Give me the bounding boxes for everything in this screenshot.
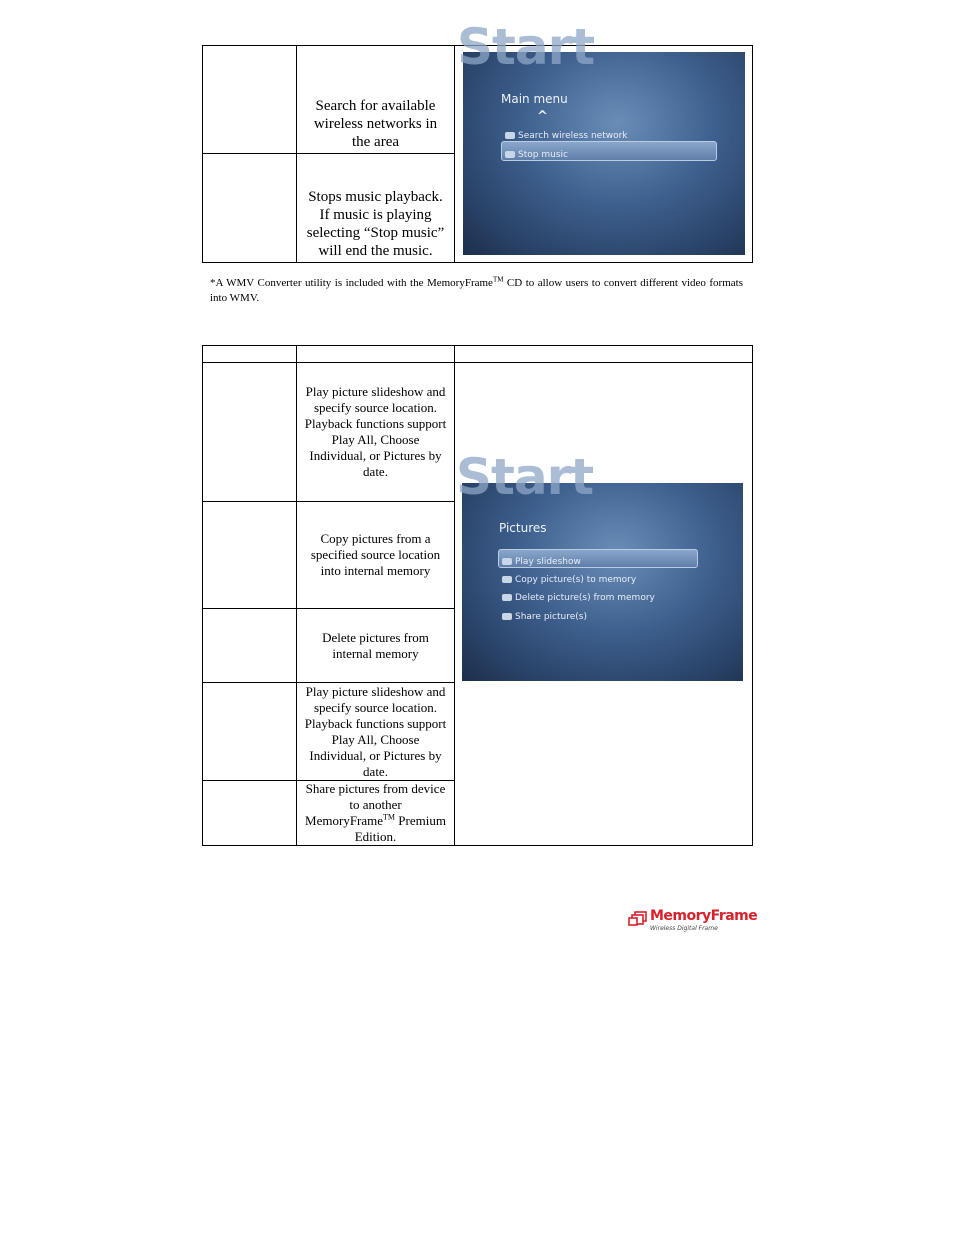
row-label — [203, 781, 297, 846]
menu-item-share-pictures: Share picture(s) — [502, 609, 587, 625]
row-description — [297, 363, 455, 502]
menu-item-search-wireless: Search wireless network — [505, 127, 628, 145]
main-menu-screenshot — [457, 18, 745, 255]
wireless-icon — [505, 132, 515, 139]
start-watermark: Start — [457, 18, 595, 76]
header-cell — [203, 346, 297, 363]
row-description — [297, 683, 455, 781]
play-slideshow-description-2: Play picture slideshow and specify source location. Playback functions support Play All, Choose Individual, or Pictures by date. — [304, 683, 447, 779]
logo-brand: MemoryFrame — [650, 908, 758, 924]
row-description — [297, 781, 455, 846]
slideshow-icon — [502, 558, 512, 565]
copy-icon — [502, 576, 512, 583]
screenshot-heading: Pictures — [499, 521, 547, 535]
main-menu-table — [202, 18, 753, 263]
table-header-row — [203, 346, 753, 363]
delete-pictures-description: Delete pictures from internal memory — [322, 629, 429, 661]
row-label — [203, 46, 297, 154]
row-description — [297, 46, 455, 154]
share-icon — [502, 613, 512, 620]
row-label — [203, 502, 297, 609]
row-label — [203, 609, 297, 683]
row-label — [203, 683, 297, 781]
search-networks-description: Search for available wireless networks in the area — [313, 98, 438, 150]
share-pictures-description: Share pictures from device to another MemoryFrame™ Premium Edition. — [305, 781, 446, 844]
copy-pictures-description: Copy pictures from a specified source location into internal memory — [310, 531, 441, 578]
row-description — [297, 502, 455, 609]
pictures-menu-table — [202, 345, 753, 846]
menu-item-delete-pictures: Delete picture(s) from memory — [502, 590, 655, 606]
row-description — [297, 154, 455, 263]
row-label — [203, 154, 297, 263]
music-icon — [505, 151, 515, 158]
chevron-up-icon: ^ — [537, 109, 548, 124]
menu-item-copy-pictures: Copy picture(s) to memory — [502, 572, 636, 588]
row-description — [297, 609, 455, 683]
screenshot-heading: Main menu — [501, 92, 568, 106]
menu-item-stop-music: Stop music — [505, 146, 568, 164]
frame-logo-icon — [628, 911, 648, 927]
delete-icon — [502, 594, 512, 601]
header-cell — [297, 346, 455, 363]
screenshot-cell — [455, 363, 753, 846]
screenshot-cell — [455, 18, 753, 263]
row-label — [203, 363, 297, 502]
menu-item-play-slideshow: Play slideshow — [502, 554, 581, 570]
start-watermark: Start — [456, 448, 594, 506]
pictures-screenshot — [456, 448, 743, 681]
logo-tagline: Wireless Digital Frame — [650, 925, 718, 932]
stop-music-description: Stops music playback. If music is playing selecting “Stop music” will end the music. — [306, 189, 445, 259]
memoryframe-logo — [628, 908, 758, 934]
play-slideshow-description: Play picture slideshow and specify source location. Playback functions support Play All, Choose Individual, or Pictures by date. — [304, 384, 447, 479]
wmv-converter-note: *A WMV Converter utility is included with the MemoryFrame™ CD to allow users to convert different video formats into WMV. — [210, 275, 743, 304]
header-cell — [455, 346, 753, 363]
